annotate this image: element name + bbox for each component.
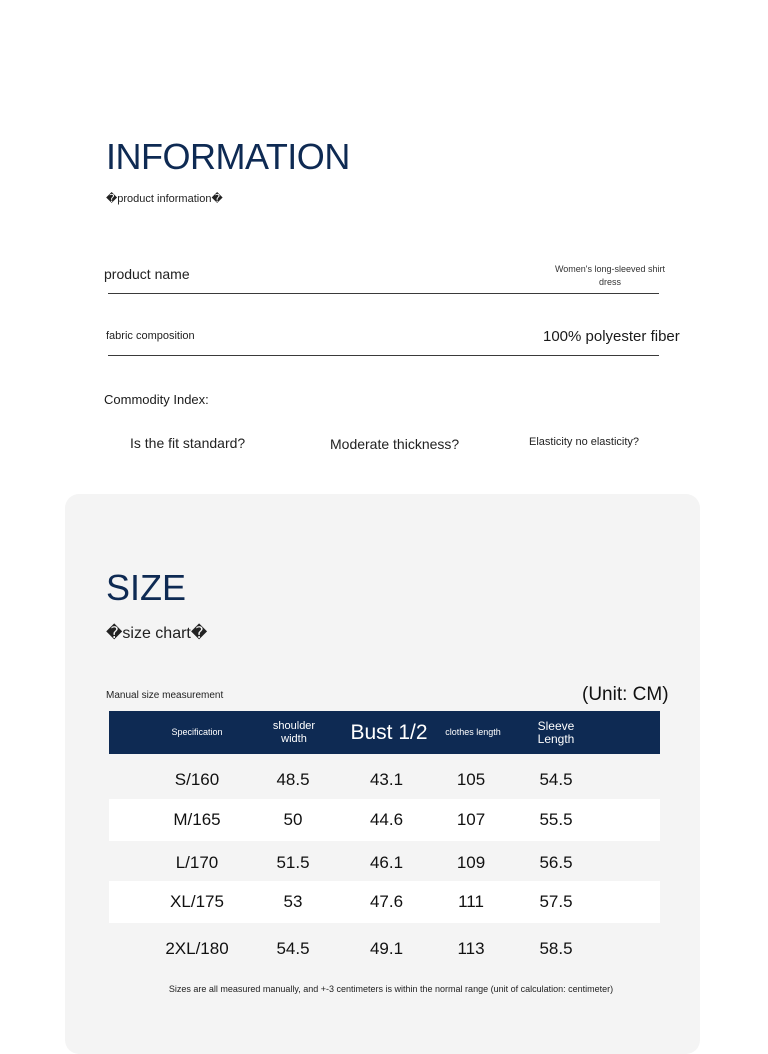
- fabric-composition-value: 100% polyester fiber: [543, 328, 680, 345]
- table-row: [109, 881, 660, 923]
- measurement-footnote: Sizes are all measured manually, and +-3 centimeters is within the normal range (unit of calculation: centimeter): [168, 984, 614, 994]
- cell-shoulder: 54.5: [276, 939, 310, 958]
- product-name-label: product name: [104, 266, 190, 282]
- header-bust: Bust 1/2: [350, 721, 428, 744]
- size-title: SIZE: [106, 567, 187, 608]
- size-table-header: [109, 711, 660, 754]
- cell-clothes: 109: [456, 853, 486, 872]
- cell-clothes: 105: [456, 770, 486, 789]
- manual-measurement-note: Manual size measurement: [106, 690, 224, 701]
- divider: [108, 355, 659, 356]
- cell-bust: 43.1: [369, 770, 404, 789]
- cell-bust: 47.6: [369, 892, 404, 911]
- cell-shoulder: 51.5: [276, 853, 310, 872]
- information-title: INFORMATION: [106, 136, 350, 177]
- cell-shoulder: 53: [283, 892, 303, 911]
- table-row: [109, 928, 660, 970]
- cell-clothes: 113: [457, 939, 485, 958]
- fabric-composition-label: fabric composition: [106, 330, 195, 342]
- cell-sleeve: 58.5: [539, 939, 573, 958]
- unit-label: (Unit: CM): [582, 684, 669, 705]
- thickness-index: Moderate thickness?: [330, 436, 460, 452]
- header-shoulder-width: shoulder width: [272, 719, 316, 745]
- header-specification: Specification: [171, 727, 223, 737]
- cell-specification: M/165: [173, 810, 221, 829]
- size-subtitle: �size chart�: [106, 625, 208, 642]
- cell-sleeve: 57.5: [539, 892, 573, 911]
- fit-standard-index: Is the fit standard?: [130, 435, 246, 451]
- cell-specification: XL/175: [170, 892, 224, 911]
- cell-sleeve: 55.5: [539, 810, 573, 829]
- table-row: [109, 799, 660, 841]
- commodity-index-label: Commodity Index:: [104, 392, 209, 407]
- cell-specification: 2XL/180: [165, 939, 229, 958]
- cell-bust: 49.1: [369, 939, 404, 958]
- elasticity-index: Elasticity no elasticity?: [529, 436, 640, 448]
- cell-shoulder: 48.5: [276, 770, 310, 789]
- cell-sleeve: 56.5: [539, 853, 573, 872]
- table-row: [109, 842, 660, 884]
- information-subtitle: �product information�: [106, 193, 223, 205]
- cell-bust: 46.1: [369, 853, 404, 872]
- product-name-value: Women's long-sleeved shirt dress: [554, 264, 666, 287]
- header-clothes-length: clothes length: [445, 727, 501, 737]
- header-sleeve-length: Sleeve Length: [537, 718, 575, 746]
- divider: [108, 293, 659, 294]
- cell-clothes: 107: [456, 810, 486, 829]
- cell-clothes: 111: [458, 892, 484, 911]
- cell-bust: 44.6: [369, 810, 404, 829]
- cell-sleeve: 54.5: [539, 770, 573, 789]
- table-row: [109, 759, 660, 801]
- cell-shoulder: 50: [283, 810, 303, 829]
- cell-specification: S/160: [174, 770, 220, 789]
- cell-specification: L/170: [175, 853, 219, 872]
